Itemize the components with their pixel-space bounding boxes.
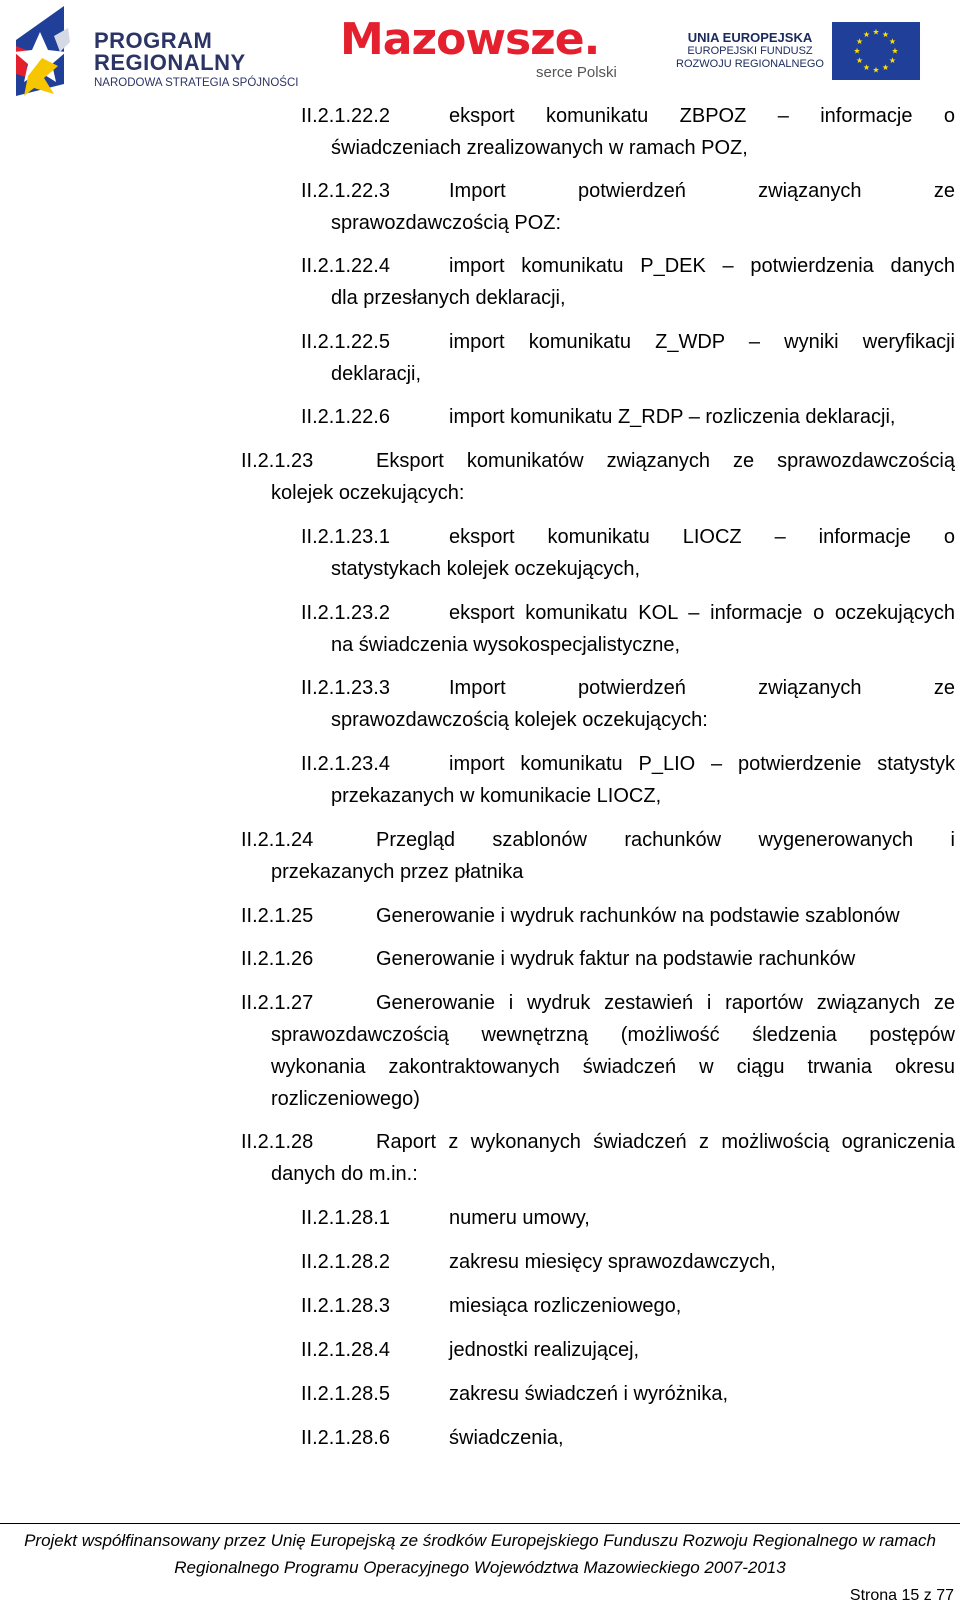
program-regionalny-logo [14, 6, 304, 96]
item-number: II.2.1.22.5 [301, 331, 390, 353]
program-logo-line3: NARODOWA STRATEGIA SPÓJNOŚCI [94, 77, 299, 89]
item-text: Raport z wykonanych świadczeń z możliwością ograniczenia [376, 1131, 955, 1153]
item-number: II.2.1.28 [241, 1131, 314, 1153]
eu-logo-line3: ROZWOJU REGIONALNEGO [676, 58, 824, 70]
item-text: Eksport komunikatów związanych ze sprawozdawczością [376, 450, 955, 472]
item-first-line [301, 326, 955, 358]
item-continuation: dla przesłanych deklaracji, [331, 287, 566, 309]
item-number: II.2.1.28.1 [301, 1207, 390, 1229]
footer-note [0, 1527, 960, 1581]
item-first-line [301, 748, 955, 780]
item-first-line [301, 521, 955, 553]
list-item [301, 250, 955, 314]
item-first-line [241, 445, 955, 477]
item-number: II.2.1.25 [241, 905, 314, 927]
item-number: II.2.1.28.3 [301, 1295, 390, 1317]
item-text: eksport komunikatu KOL – informacje o oczekujących [449, 602, 955, 624]
item-continuation: przekazanych przez płatnika [271, 861, 524, 883]
item-first-line [241, 1126, 955, 1158]
page-number: Strona 15 z 77 [849, 1587, 954, 1604]
item-first-line [301, 175, 955, 207]
item-number: II.2.1.22.2 [301, 105, 390, 127]
item-first-line [301, 1334, 955, 1366]
item-continuation: sprawozdawczością POZ: [331, 212, 562, 234]
item-first-line [301, 672, 955, 704]
list-item [241, 824, 955, 888]
page-header [0, 0, 960, 105]
item-text: import komunikatu Z_WDP – wyniki weryfikacji [449, 331, 955, 353]
mazowsze-logo [340, 14, 640, 86]
item-text: Przegląd szablonów rachunków wygenerowanych i [376, 829, 955, 851]
program-star-icon [14, 6, 94, 96]
item-text: import komunikatu Z_RDP – rozliczenia deklaracji, [449, 406, 896, 428]
item-first-line [241, 943, 955, 975]
program-logo-line2: REGIONALNY [94, 50, 246, 75]
item-first-line [301, 250, 955, 282]
item-first-line [301, 1290, 955, 1322]
list-item [301, 748, 955, 812]
eu-logo-line1: UNIA EUROPEJSKA [687, 30, 813, 45]
list-item [301, 1202, 955, 1234]
footer-divider [0, 1523, 960, 1524]
item-continuation: sprawozdawczością kolejek oczekujących: [331, 709, 708, 731]
eu-logo-text [670, 30, 830, 71]
item-number: II.2.1.28.6 [301, 1427, 390, 1449]
item-number: II.2.1.27 [241, 992, 314, 1014]
item-text: zakresu miesięcy sprawozdawczych, [449, 1251, 776, 1273]
list-item [301, 100, 955, 164]
item-first-line [301, 1422, 955, 1454]
list-item [301, 175, 955, 239]
list-item [301, 597, 955, 661]
list-item [301, 326, 955, 390]
item-continuation: sprawozdawczością wewnętrzną (możliwość śledzenia postępów [271, 1024, 955, 1046]
item-continuation: statystykach kolejek oczekujących, [331, 558, 641, 580]
item-number: II.2.1.23.2 [301, 602, 390, 624]
list-item [301, 1334, 955, 1366]
item-first-line [301, 401, 955, 433]
item-number: II.2.1.22.4 [301, 255, 390, 277]
item-first-line [301, 1202, 955, 1234]
list-item [301, 401, 955, 433]
item-continuation: deklaracji, [331, 363, 422, 385]
item-number: II.2.1.22.3 [301, 180, 390, 202]
item-continuation: wykonania zakontraktowanych świadczeń w ciągu trwania okresu [271, 1056, 955, 1078]
list-item [301, 1246, 955, 1278]
item-text: Generowanie i wydruk faktur na podstawie rachunków [376, 948, 856, 970]
item-continuation: świadczeniach zrealizowanych w ramach POZ, [331, 137, 748, 159]
list-item [241, 445, 955, 509]
item-text: Import potwierdzeń związanych ze [449, 677, 955, 699]
program-logo-line1: PROGRAM [94, 28, 213, 53]
item-first-line [241, 824, 955, 856]
footer-line1: Projekt współfinansowany przez Unię Europejską ze środków Europejskiego Funduszu Rozwoju Regionalnego w ramach [24, 1531, 936, 1550]
list-item [241, 1126, 955, 1190]
list-item [241, 987, 955, 1115]
item-number: II.2.1.23.1 [301, 526, 390, 548]
item-text: import komunikatu P_DEK – potwierdzenia danych [449, 255, 955, 277]
item-continuation: rozliczeniowego) [271, 1088, 420, 1110]
item-text: Generowanie i wydruk rachunków na podstawie szablonów [376, 905, 900, 927]
item-continuation: danych do m.in.: [271, 1163, 418, 1185]
item-text: numeru umowy, [449, 1207, 590, 1229]
footer-line2: Regionalnego Programu Operacyjnego Województwa Mazowieckiego 2007-2013 [174, 1558, 786, 1577]
item-first-line [301, 100, 955, 132]
item-number: II.2.1.24 [241, 829, 314, 851]
list-item [301, 672, 955, 736]
item-first-line [301, 597, 955, 629]
eu-logo [670, 20, 920, 82]
item-text: import komunikatu P_LIO – potwierdzenie statystyk [449, 753, 955, 775]
item-first-line [241, 900, 955, 932]
item-continuation: na świadczenia wysokospecjalistyczne, [331, 634, 681, 656]
item-number: II.2.1.28.2 [301, 1251, 390, 1273]
item-text: Generowanie i wydruk zestawień i raportów związanych ze [376, 992, 955, 1014]
mazowsze-wordmark: Mazowsze. [340, 14, 600, 65]
item-continuation: przekazanych w komunikacie LIOCZ, [331, 785, 662, 807]
list-item [241, 943, 955, 975]
item-first-line [301, 1246, 955, 1278]
item-text: Import potwierdzeń związanych ze [449, 180, 955, 202]
item-number: II.2.1.23.4 [301, 753, 390, 775]
eu-logo-line2: EUROPEJSKI FUNDUSZ [687, 45, 813, 57]
item-number: II.2.1.26 [241, 948, 314, 970]
eu-flag-icon [832, 22, 920, 80]
item-text: świadczenia, [449, 1427, 564, 1449]
list-item [301, 1290, 955, 1322]
item-first-line [241, 987, 955, 1019]
list-item [301, 521, 955, 585]
item-number: II.2.1.28.5 [301, 1383, 390, 1405]
mazowsze-tagline: serce Polski [536, 64, 617, 81]
list-item [301, 1378, 955, 1410]
item-number: II.2.1.23 [241, 450, 314, 472]
item-text: eksport komunikatu LIOCZ – informacje o [449, 526, 955, 548]
item-number: II.2.1.28.4 [301, 1339, 390, 1361]
item-text: zakresu świadczeń i wyróżnika, [449, 1383, 728, 1405]
item-text: miesiąca rozliczeniowego, [449, 1295, 682, 1317]
item-number: II.2.1.23.3 [301, 677, 390, 699]
item-text: eksport komunikatu ZBPOZ – informacje o [449, 105, 955, 127]
item-number: II.2.1.22.6 [301, 406, 390, 428]
list-item [301, 1422, 955, 1454]
item-text: jednostki realizującej, [449, 1339, 640, 1361]
list-item [241, 900, 955, 932]
item-first-line [301, 1378, 955, 1410]
item-continuation: kolejek oczekujących: [271, 482, 465, 504]
